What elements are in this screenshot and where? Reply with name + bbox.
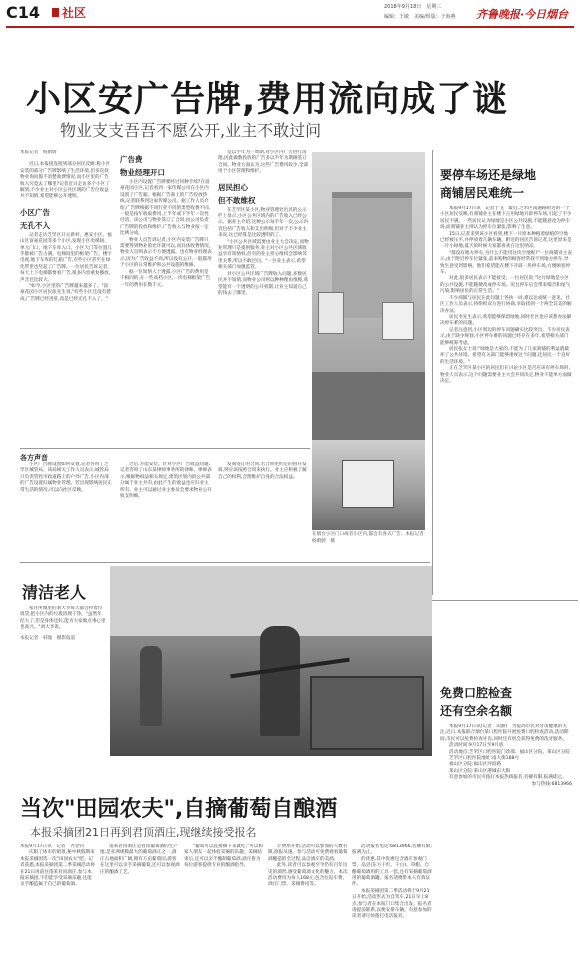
main-photo — [312, 152, 425, 440]
newspaper-logo: 齐鲁晚报·今日烟台 — [476, 8, 569, 21]
main-bottom-heading: 各方声音 — [20, 454, 48, 462]
page-code: C14 — [6, 3, 41, 22]
bottom-para: 庆阳了体市的暗蒸,秘中秋假期来本报采摘团选一次"田园农夫"吧。记者获悉,本报采摘团第二季采摘活动将在21日再前往蓬莱君顶酒庄,参与本报采摘团,不但能享受采摘乐趣,还能亲手酿造属于自己的葡萄酒。 — [20, 850, 95, 888]
right-article-title: 商铺居民难统一 — [440, 186, 525, 200]
main-para: 是以半年为一周期,对小区内广告进行清理,因此做数投放的广告多以半年为期限签订合同。物业方面认为,这些广告费用较少,全部用于小区管理和维护。 — [218, 150, 309, 175]
oral-para: 有意参加的市民可拨打本报热线报名,名额有限,报满即止。 — [449, 775, 567, 781]
oral-para: 活动地点:芝罘区口腔医院门诊部、福山区分院、莱山区分院 — [449, 749, 570, 755]
main-bottom-col-3 — [218, 462, 310, 530]
main-para: 记者走访芝罘区开元新村、惠安小区、福山区富豪花园等多个小区,发现小区电梯间、单元门口、地下车库入口、小区大门等位置几乎都被广告占满。电梯间里的框架广告、楼宇电视,地下车库的灯箱广告,有些小区甚至在绿化带里也竖起了广告牌。一位居民告诉记者,每天上下电梯都要看广告,很多内容重复播放,声音还比较大。 — [20, 232, 112, 283]
main-subheadline: 物业支支吾吾不愿公开,业主不敢过问 — [60, 121, 322, 140]
main-subhead: 广告费 — [120, 155, 143, 164]
bottom-col-4 — [268, 844, 348, 972]
main-para: 对小区公共区域广告牌收入问题,多数居民并不知情,而物业公司则以种种理由推脱,希望能有一个透明的公开机制,让业主知道自己的钱去了哪里。 — [218, 271, 309, 296]
main-col-2 — [120, 152, 212, 448]
main-bottom-col-1 — [20, 462, 112, 530]
photo-pedestrian — [140, 646, 162, 726]
photo-caption: 在烟台小区门口或者小区内,都会有各式广告。本报记者 杨蔚蔚 摄 — [312, 532, 429, 544]
main-subhead: 居民担心 — [218, 182, 248, 192]
right-para: 不少商铺与居民在此问题上各执一词,难以达成统一意见。社区工作人员表示,将组织双方进行协商,争取找到一个两全其美的解决办法。 — [440, 295, 572, 314]
main-para: 小区广告牌设置如何安置,记者咨询了芝罘区城管局。该局相关工作人员表示,城管局只负责管控市政道路上的户外广告,小区内部的广告设置归属物业管理。若出现影响居民正常生活的情况,可以向社区反映。 — [20, 462, 112, 493]
main-subhead: 无孔不入 — [20, 220, 50, 230]
photo-story-para: 家住所城里的刘大爷每天都会拎着垃圾袋,把小区内的垃圾清理干净。"虽然年纪大了,但是身体还好,能为大家做点事心里也高兴。"刘大爷说。 — [20, 606, 106, 631]
bottom-para: 蓬莱君顶酒庄是君顶葡萄酒的生产地,是亚洲规模最大的葡萄酒庄之一,酒庄占地面积广阔,拥有万亩葡萄园,游客在这里可以亲手采摘葡萄,还可以参观酒庄的酿酒工艺。 — [100, 844, 180, 875]
photo-story-text — [20, 606, 106, 736]
bottom-para: 计费用开始,活动可以参加的人数有限,欲报从速。参与活动可免费观看葡萄酒酿造的全过程,品尝酒庄的美酒。 — [268, 844, 348, 862]
photo-bin — [310, 676, 424, 750]
header-rule — [6, 26, 574, 28]
main-headline: 小区安广告牌,费用流向成了谜 — [26, 80, 509, 120]
photo-story-title: 清洁老人 — [22, 583, 87, 602]
section-divider — [20, 562, 430, 563]
right-article-title: 要停车场还是绿地 — [440, 168, 537, 182]
bottom-byline: 本报9月17日讯 记者 齐金钊 — [20, 844, 84, 849]
bottom-col-2 — [100, 844, 180, 972]
date-line: 2018年9月18日 星期三 — [384, 4, 442, 10]
bottom-para: 此外,读者可以参观至今仍有百年历史的酒窖,感受葡萄酒文化的魅力。本次活动费用为每人168元,包含往返车费、酒庄门票、采摘费用等。 — [268, 863, 348, 888]
oral-para: 福山区分院:福山区河滨路 — [449, 762, 502, 768]
main-divider — [20, 448, 310, 449]
right-para: 对此,很多居民表示不能接受。一位居民说:"这片绿地是小区的公共设施,不能随便改成停车场。况且停车后会带来噪音和尾气污染,影响居民的正常生活。" — [440, 276, 571, 295]
right-para: 记者注意到,小区周边的停车问题确实比较突出。不少居民表示,由于缺少规划,小区停车难的问题已经存在多年,希望相关部门能够统筹考虑。 — [440, 327, 570, 346]
main-para: 发商签订的合同,若合同里约定的由开发商,则应该按照合同来执行。业主应积极了解自己的权利,合理维护自身的合法权益。 — [218, 462, 307, 480]
bottom-col-1 — [20, 844, 96, 972]
main-subhead: 物业经理开口 — [120, 168, 165, 177]
bottom-col-5 — [352, 844, 432, 972]
main-col-3 — [218, 150, 310, 448]
oral-article-title: 还有空余名额 — [440, 704, 513, 718]
main-bottom-col-2 — [120, 462, 212, 530]
bottom-col-3 — [184, 844, 264, 972]
second-photo — [312, 440, 425, 530]
oral-article-title: 免费口腔检查 — [440, 686, 513, 700]
editor-line: 编辑：王敏 美编/组版：于海燕 — [384, 14, 456, 20]
right-divider — [432, 150, 433, 595]
photo-billboard — [318, 292, 344, 334]
right-divider — [432, 600, 578, 601]
right-para: 居民张女士说:"绿地是大家的,不能为了几家商铺的利益就破坏了公共环境。希望有关部门能够重视这个问题,还居民一个良好的生活环境。" — [440, 346, 571, 365]
bottom-para: 本报采摘团第二季活动将于9月21日开始,活动形式为自驾车,21日早上8点,参与者在本报门口集合出发。报名者请提前联系,以便安排车辆。有意参加的读者请尽快拨打电话报名。 — [352, 888, 432, 920]
oral-para: 芝罘区口腔医院地址:南大街188号 — [449, 756, 520, 762]
bottom-headline: 当次"田园农夫",自摘葡萄自酿酒 — [20, 797, 338, 822]
bottom-subheadline: 本报采摘团21日再到君顶酒庄,现继续接受报名 — [30, 826, 257, 839]
oral-para: 活动时间:9月17日至9月底 — [449, 743, 504, 749]
main-para: 过后,方能安装。针对小区广告收益问题,记者咨询了山东某律师事务所的律师。律师表示,根据物权法相关规定,建筑区划内的公共部分属于业主共有,由此产生的收益也应归业主所有。业主可以通过业主委员会要求物业公开收支明细。 — [120, 462, 212, 500]
right-para: 15日,记者来到该小区看到,楼下一片原本种植着绿植的空地已经被压平,并停放着几辆车辆。附近的居民告诉记者,这里原来是一片小绿地,夏天的时候大家都喜欢在这里纳凉。 — [440, 231, 572, 250]
red-square-icon — [52, 8, 59, 17]
right-article-body — [440, 206, 572, 596]
page-header — [0, 0, 580, 30]
main-para: 近日,本报接连接到部分居民反映:称小区安装的部分广告牌影响了生活环境,但多次找物业询问都不清楚收费情况,而小区里的广告收入究竟去了哪里?记者近日走访多个小区了解到,不少业主对小区公共区域的广告位收益并不知情,希望能够公开透明。 — [20, 162, 111, 200]
main-para: 小区内设置广告牌要经过何种手续?在富豪花园小区,记者看到一家传媒公司在小区内设置了广告箱。根据广告商上的广告投放热线,记者联系到这家传媒公司。据工作人员介绍,广告牌根据不同行业不同的类型收费不同,一般是按年收取费用,上半年或下半年一次性付清。该公司与物业签订了合同,由公司负责广告牌的投放和维护,广告收入与物业按一定比例分成。 — [120, 180, 211, 237]
main-byline: 本报记者 杨蔚蔚 — [20, 150, 57, 155]
photo-billboard — [382, 302, 414, 340]
main-para: "如今,小区里的广告牌越来越多了。"富豪花园小区居民张先生说,"有些小区还没有建成,广告牌已经进驻,真是已经无孔不入了。" — [20, 283, 111, 302]
oral-para: 参与热线:6813966 — [531, 781, 572, 787]
bottom-para: 的优惠,其中优惠包含酒庄参观门票、品尝(东方干红、干白)、草帽、自酿葡萄酒用的工具一套,还有采摘葡萄酒用的葡萄酒罐。报名请携带本人有效证件。 — [352, 856, 432, 888]
right-para: "都没有地方停车,为什么不能用这块空地呢?"一位商铺业主表示,由于附近停车位紧张,前来购物的顾客经常找不到地方停车,导致生意受到影响。他们希望能在楼下开辟一块停车场,方便顾客停车。 — [440, 250, 572, 276]
cleaning-photo — [110, 566, 432, 756]
photo-building — [332, 192, 412, 318]
bottom-para: 活动报名电话:6813966,名额有限,报满为止。 — [352, 844, 432, 856]
oral-para: 莱山区分院:莱山区港城东大街 — [449, 768, 511, 774]
photo-story-byline: 本报记者 韩逸 摄影报道 — [20, 635, 76, 641]
main-para: 在芝罘区某小区,物业管理处出具的公示栏上显示,小区公共区域内的广告收入已经公示。据业主介绍,这种公示每半年一次,公示内容包括广告收入和支出明细,但对于不少业主来说,这已经算是比较透明的了。 — [218, 207, 309, 239]
main-col-1 — [20, 150, 112, 448]
bottom-para: "葡萄可以直接摘下来就吃,"可以和家人朋友一起体验采摘的乐趣。采摘结束后,还可以亲手酿制葡萄酒,酒庄将为每位游客提供专业的酿酒指导。 — [184, 844, 264, 869]
right-para: 正在芝罘区某小区的居民们在讨论小区是否应该有停车场时,物业人员表示,这个问题需要业主大会共同决定,物业不能单方面做决定。 — [440, 366, 572, 384]
main-para: "小区公共区域需要由业主大会决定,而物业管理只是提供服务,业主对小区公共区域收益享有知情权,但有的业主担心维权会影响邻里关系,所以不敢过问。"一位业主表示,希望相关部门加强监管。 — [218, 239, 309, 271]
oral-para: 本报9月17日讯(记者 田甜) 为提高市民对牙齿健康的关注,近日,本报联合烟台某口腔医院开展免费口腔检查活动,活动期间,市民可以免费检查牙齿,同时还有机会获得免费的洗牙服务。 — [440, 724, 569, 742]
main-para: 据一位知情人士透露,小区广告的费用是不相同的,在一些高档小区,一块电梯框架广告一年的费用在数千元。 — [120, 269, 211, 288]
photo-person — [260, 626, 300, 736]
main-subhead: 小区广告 — [20, 207, 50, 217]
photo-ground — [312, 372, 425, 440]
section-name: 社区 — [62, 6, 87, 20]
photo-sign — [342, 460, 394, 508]
main-para: 物业人员告诉记者,小区内安装广告牌只需要得到物业的允许就可以,而具体收费情况,物业人员则表示不方便透露。也有物业经理表示,因为广告收益不高,所以没有公开,一般都用于小区的日常维护和公共设施的维修。 — [120, 237, 212, 269]
oral-article-body — [440, 724, 572, 969]
right-para: 本报9月17日讯 记者于飞 最近,芝罘区南通路附近的一个小区居民反映,有商铺业主在楼下占用绿地开辟停车场,引起了不少居民不满。一些居民认为绿地是小区公共设施,不能随意改为停车场,而商铺业主则认为停车位紧张,影响了生意。 — [440, 206, 572, 231]
main-subhead: 但不敢维权 — [218, 195, 256, 205]
right-para: 居民李先生表示,希望能够保留绿地,同时社区也应该想办法解决停车难的问题。 — [440, 314, 572, 327]
